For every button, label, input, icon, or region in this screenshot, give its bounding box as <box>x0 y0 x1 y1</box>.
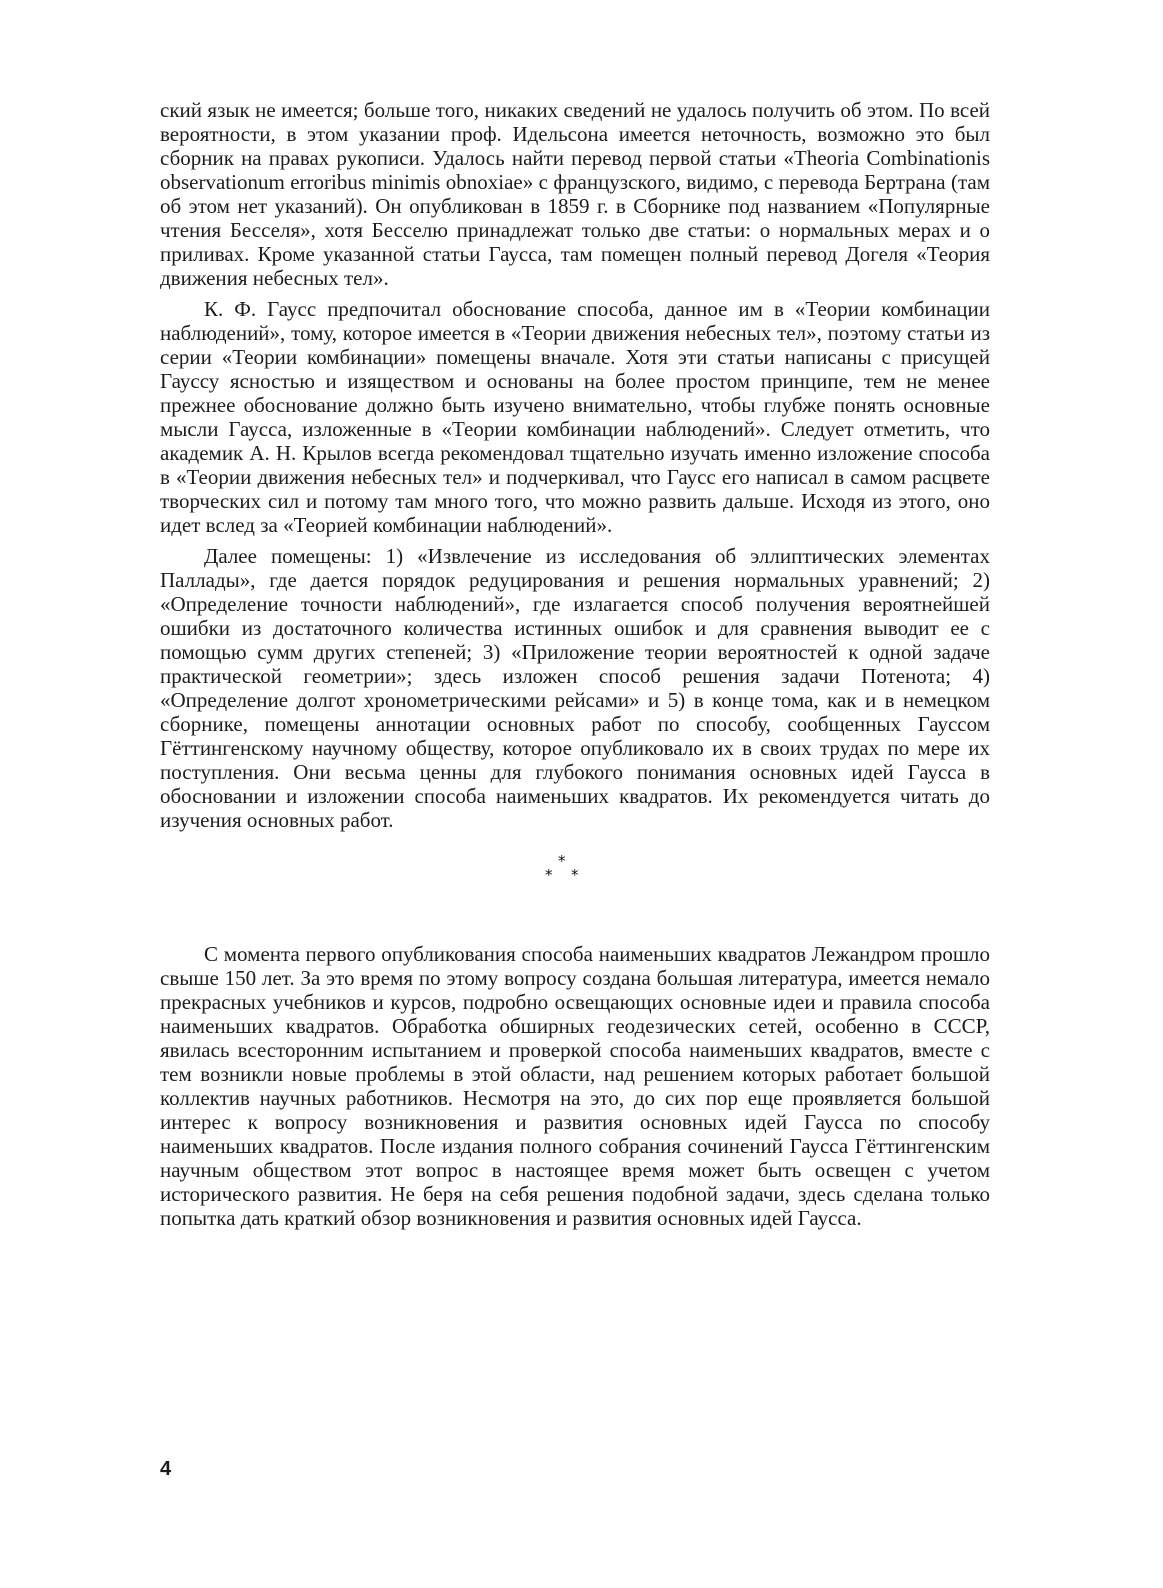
section-separator <box>160 832 990 942</box>
asterism-star: * <box>571 866 579 884</box>
paragraph-history: С момента первого опубликования способа наименьших квадратов Лежандром прошло свыше 150 лет. За это время по этому вопросу создана большая литература, имеется немало прекрасных учебников и курсов, подробно освещающих основные идеи и правила способа наименьших квадратов. Обработка обширных геодезических сетей, особенно в СССР, явилась всесторонним испытанием и проверкой способа наименьших квадратов, вместе с тем возникли новые проблемы в этой области, над решением которых работает большой коллектив научных работников. Несмотря на это, до сих пор еще проявляется большой интерес к вопросу возникновения и развития основных идей Гаусса по способу наименьших квадратов. После издания полного собрания сочинений Гаусса Гёттингенским научным обществом этот вопрос в настоящее время может быть освещен с учетом исторического развития. Не беря на себя решения подобной задачи, здесь сделана только попытка дать краткий обзор возникновения и развития основных идей Гаусса. <box>160 942 990 1230</box>
paragraph-gauss-preference: К. Ф. Гаусс предпочитал обоснование способа, данное им в «Теории комбинации наблюдений», тому, которое имеется в «Теории движения небесных тел», поэтому статьи из серии «Теории комбинации» помещены вначале. Хотя эти статьи написаны с присущей Гауссу ясностью и изяществом и основаны на более простом принципе, тем не менее прежнее обоснование должно быть изучено внимательно, чтобы глубже понять основные мысли Гаусса, изложенные в «Теории комбинации наблюдений». Следует отметить, что академик А. Н. Крылов всегда рекомендовал тщательно изучать именно изложение способа в «Теории движения небесных тел» и подчеркивал, что Гаусс его написал в самом расцвете творческих сил и потому там много того, что можно развить дальше. Исходя из этого, оно идет вслед за «Теорией комбинации наблюдений». <box>160 297 990 537</box>
asterism-star: * <box>558 852 566 870</box>
asterism-star: * <box>545 866 553 884</box>
paragraph-continued: ский язык не имеется; больше того, никаких сведений не удалось получить об этом. По всей вероятности, в этом указании проф. Идельсона имеется неточность, возможно это был сборник на правах рукописи. Удалось найти перевод первой статьи «Theoria Combinationis observationum erroribus minimis obnoxiae» с французского, видимо, с перевода Бертрана (там об этом нет указаний). Он опубликован в 1859 г. в Сборнике под названием «Популярные чтения Бесселя», хотя Бесселю принадлежат только две статьи: о нормальных мерах и о приливах. Кроме указанной статьи Гаусса, там помещен полный перевод Догеля «Теория движения небесных тел». <box>160 98 990 290</box>
paragraph-contents-list: Далее помещены: 1) «Извлечение из исследования об эллиптических элементах Паллады», где дается порядок редуцирования и решения нормальных уравнений; 2) «Определение точности наблюдений», где излагается способ получения вероятнейшей ошибки из достаточного количества истинных ошибок и для сравнения выводит ее с помощью сумм других степеней; 3) «Приложение теории вероятностей к одной задаче практической геометрии»; здесь изложен способ решения задачи Потенота; 4) «Определение долгот хронометрическими рейсами» и 5) в конце тома, как и в немецком сборнике, помещены аннотации основных работ по способу, сообщенных Гауссом Гёттингенскому научному обществу, которое опубликовало их в своих трудах по мере их поступления. Они весьма ценны для глубокого понимания основных идей Гаусса в обосновании и изложении способа наименьших квадратов. Их рекомендуется читать до изучения основных работ. <box>160 544 990 832</box>
page-body <box>160 98 990 1230</box>
page-number: 4 <box>160 1458 172 1480</box>
asterism-icon <box>545 854 585 884</box>
